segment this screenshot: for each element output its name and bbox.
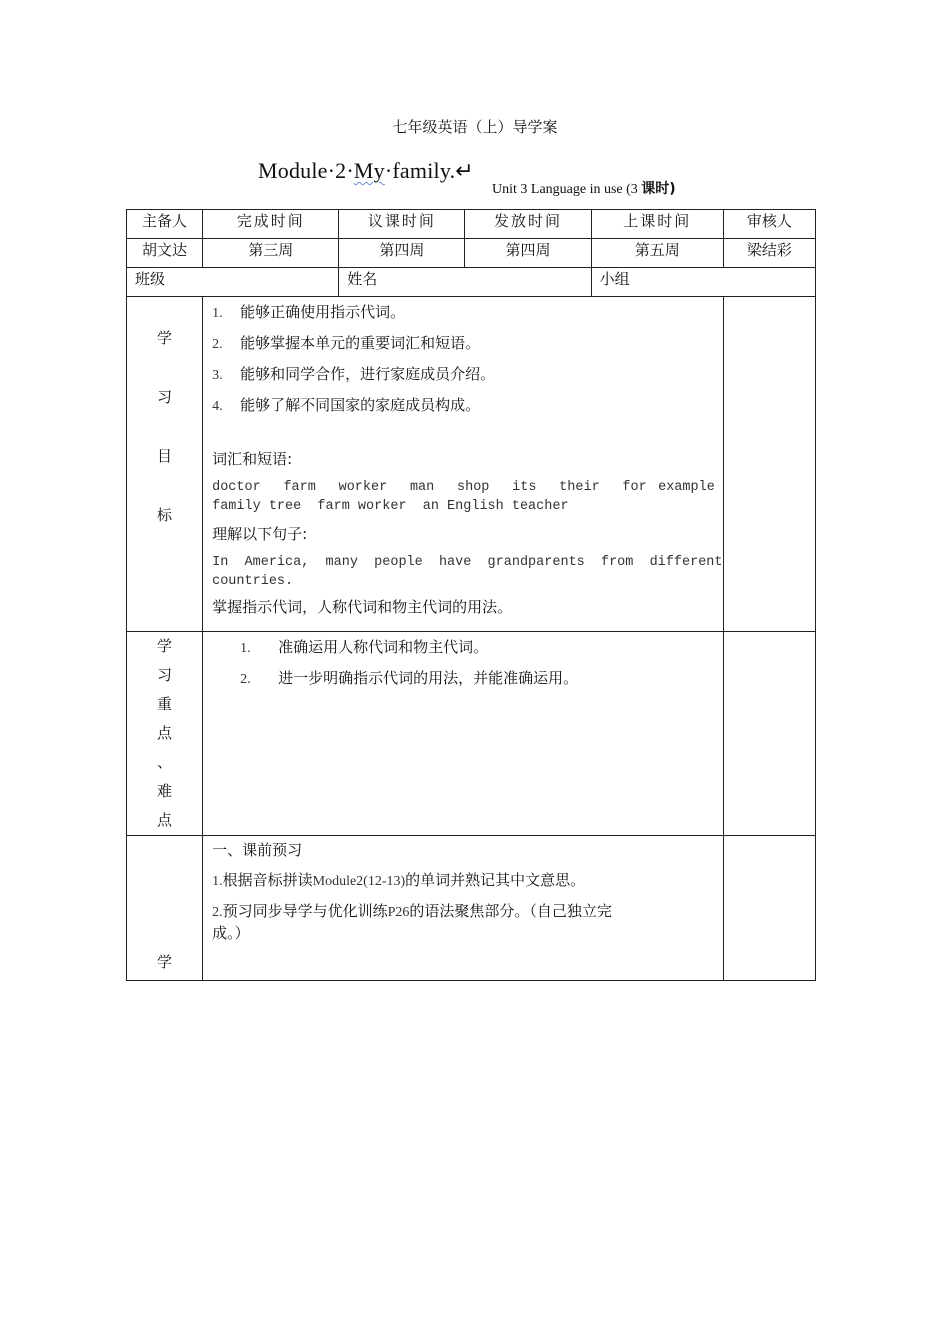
value-cell-complete-time: 第三周 [203, 239, 339, 268]
unit-text: Unit 3 Language in use (3 [492, 182, 642, 197]
header-cell-class-time: 上课时间 [591, 210, 723, 239]
module-title-wavy: My [353, 158, 385, 183]
header-cell-preparer: 主备人 [127, 210, 203, 239]
key-points-label [127, 632, 203, 836]
study-item: 1.根据音标拼读Module2(12-13)的单词并熟记其中文意思。 [212, 871, 586, 889]
study-notes [723, 836, 815, 981]
objective-item: 2. 能够掌握本单元的重要词汇和短语。 [212, 334, 481, 352]
sentence-title: 理解以下句子: [212, 525, 308, 543]
key-points-label-char: 重 [157, 695, 173, 713]
objectives-label-char: 目 [157, 447, 173, 465]
key-point-item: 1. 准确运用人称代词和物主代词。 [240, 638, 489, 656]
unit-line [492, 178, 676, 198]
value-cell-discuss-time: 第四周 [339, 239, 465, 268]
key-points-label-char: 点 [157, 811, 173, 829]
objectives-label-char: 习 [157, 388, 173, 406]
study-section-title: 一、课前预习 [212, 841, 303, 859]
key-points-label-char: 习 [157, 666, 173, 684]
study-label-char: 学 [157, 953, 173, 971]
study-content [203, 836, 724, 981]
key-points-label-char: 难 [157, 782, 173, 800]
group-cell: 小组 [591, 268, 815, 297]
key-points-label-char: 学 [157, 637, 173, 655]
key-points-label-char: 点 [157, 724, 173, 742]
objectives-row [127, 297, 816, 632]
header-cell-discuss-time: 议课时间 [339, 210, 465, 239]
sentence-line: countries. [212, 574, 294, 589]
vocab-line: family tree farm worker an English teacher [212, 499, 569, 514]
study-row [127, 836, 816, 981]
objective-item: 4. 能够了解不同国家的家庭成员构成。 [212, 396, 481, 414]
key-points-notes [723, 632, 815, 836]
objectives-notes [723, 297, 815, 632]
key-points-label-char: 、 [157, 753, 173, 771]
value-cell-class-time: 第五周 [591, 239, 723, 268]
module-title-suffix: ·family.↵ [384, 158, 474, 183]
header-cell-complete-time: 完成时间 [203, 210, 339, 239]
vocab-line: doctor farm worker man shop its their for example [212, 480, 715, 495]
objectives-label-char: 标 [157, 506, 173, 524]
grammar-objective: 掌握指示代词，人称代词和物主代词的用法。 [212, 598, 513, 616]
value-cell-distribute-time: 第四周 [465, 239, 591, 268]
document-title: 七年级英语（上）导学案 [392, 118, 558, 136]
unit-hours: 课时) [641, 181, 676, 197]
study-item: 2.预习同步导学与优化训练P26的语法聚焦部分。（自己独立完 [212, 902, 612, 920]
objectives-label-char: 学 [157, 329, 173, 347]
value-cell-reviewer: 梁结彩 [723, 239, 815, 268]
key-points-row [127, 632, 816, 836]
info-header-row [127, 210, 816, 239]
sentence-line: In America, many people have grandparents from different [212, 555, 723, 570]
study-label [127, 836, 203, 981]
key-points-content [203, 632, 724, 836]
module-title [258, 158, 474, 184]
objective-item: 1. 能够正确使用指示代词。 [212, 303, 406, 321]
lesson-plan-table [126, 209, 816, 981]
name-cell: 姓名 [339, 268, 591, 297]
header-cell-distribute-time: 发放时间 [465, 210, 591, 239]
header-cell-reviewer: 审核人 [723, 210, 815, 239]
student-info-row [127, 268, 816, 297]
key-point-item: 2. 进一步明确指示代词的用法，并能准确运用。 [240, 669, 579, 687]
info-value-row [127, 239, 816, 268]
objectives-content [203, 297, 724, 632]
value-cell-preparer: 胡文达 [127, 239, 203, 268]
vocab-title: 词汇和短语: [212, 450, 293, 468]
module-title-prefix: Module·2· [258, 158, 354, 183]
class-cell: 班级 [127, 268, 339, 297]
objective-item: 3. 能够和同学合作，进行家庭成员介绍。 [212, 365, 496, 383]
study-item-continued: 成。） [212, 924, 250, 942]
objectives-label [127, 297, 203, 632]
